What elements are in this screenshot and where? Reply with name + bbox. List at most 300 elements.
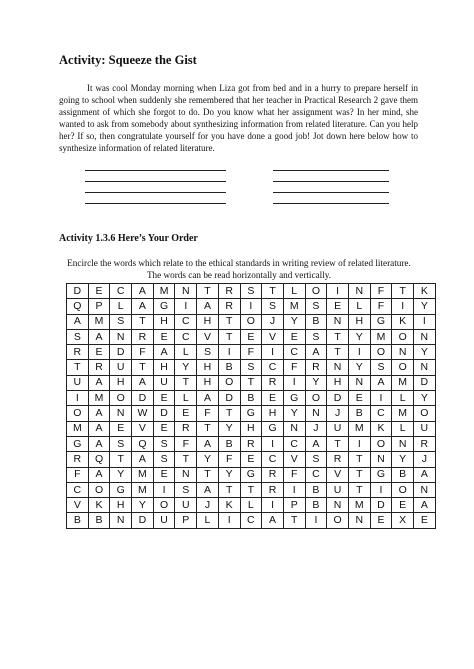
grid-cell[interactable]: G — [153, 299, 175, 314]
grid-cell[interactable]: T — [132, 314, 154, 329]
grid-cell[interactable]: X — [392, 513, 414, 528]
grid-cell[interactable]: O — [240, 314, 262, 329]
grid-cell[interactable]: H — [197, 314, 219, 329]
grid-cell[interactable]: B — [218, 436, 240, 451]
grid-cell[interactable]: V — [283, 452, 305, 467]
grid-row — [67, 345, 436, 360]
grid-cell[interactable]: G — [67, 436, 89, 451]
grid-row — [67, 452, 436, 467]
grid-cell[interactable]: Y — [218, 467, 240, 482]
grid-cell[interactable]: Y — [132, 498, 154, 513]
grid-cell[interactable]: I — [370, 482, 392, 497]
grid-cell[interactable]: T — [218, 482, 240, 497]
grid-cell[interactable]: S — [110, 436, 132, 451]
grid-cell[interactable]: O — [88, 482, 110, 497]
grid-cell[interactable]: C — [262, 360, 284, 375]
grid-cell[interactable]: P — [175, 513, 197, 528]
grid-cell[interactable]: L — [240, 498, 262, 513]
grid-cell[interactable]: O — [370, 436, 392, 451]
grid-cell[interactable]: T — [240, 482, 262, 497]
grid-cell[interactable]: A — [414, 498, 436, 513]
grid-cell[interactable]: C — [110, 284, 132, 299]
grid-cell[interactable]: I — [414, 314, 436, 329]
grid-cell[interactable]: T — [262, 284, 284, 299]
grid-cell[interactable]: Y — [175, 360, 197, 375]
grid-cell[interactable]: M — [392, 375, 414, 390]
grid-cell[interactable]: N — [392, 345, 414, 360]
grid-cell[interactable]: K — [370, 421, 392, 436]
grid-cell[interactable]: O — [110, 391, 132, 406]
grid-cell[interactable]: H — [110, 498, 132, 513]
grid-cell[interactable]: T — [327, 436, 349, 451]
grid-cell[interactable]: T — [197, 421, 219, 436]
grid-cell[interactable]: E — [240, 452, 262, 467]
grid-cell[interactable]: T — [348, 467, 370, 482]
grid-cell[interactable]: O — [392, 482, 414, 497]
grid-cell[interactable]: E — [240, 329, 262, 344]
grid-cell[interactable]: R — [240, 436, 262, 451]
grid-cell[interactable]: F — [283, 467, 305, 482]
grid-cell[interactable]: S — [110, 314, 132, 329]
grid-cell[interactable]: A — [88, 375, 110, 390]
grid-cell[interactable]: E — [153, 467, 175, 482]
grid-cell[interactable]: L — [110, 299, 132, 314]
grid-cell[interactable]: Y — [414, 299, 436, 314]
answer-line[interactable] — [273, 170, 389, 171]
grid-row — [67, 513, 436, 528]
grid-cell[interactable]: P — [88, 299, 110, 314]
grid-cell[interactable]: I — [283, 482, 305, 497]
grid-cell[interactable]: B — [67, 513, 89, 528]
grid-cell[interactable]: N — [283, 421, 305, 436]
grid-cell[interactable]: L — [392, 391, 414, 406]
grid-cell[interactable]: I — [370, 391, 392, 406]
grid-cell[interactable]: G — [262, 421, 284, 436]
grid-cell[interactable]: B — [305, 314, 327, 329]
grid-cell[interactable]: F — [370, 284, 392, 299]
grid-cell[interactable]: Y — [348, 360, 370, 375]
grid-cell[interactable]: H — [262, 406, 284, 421]
grid-cell[interactable]: O — [153, 498, 175, 513]
grid-cell[interactable]: A — [305, 345, 327, 360]
grid-cell[interactable]: Y — [392, 452, 414, 467]
grid-cell[interactable]: L — [392, 421, 414, 436]
grid-cell[interactable]: R — [218, 299, 240, 314]
grid-cell[interactable]: D — [153, 406, 175, 421]
grid-cell[interactable]: U — [110, 360, 132, 375]
grid-cell[interactable]: O — [370, 345, 392, 360]
grid-cell[interactable]: B — [240, 391, 262, 406]
grid-cell[interactable]: A — [414, 467, 436, 482]
grid-cell[interactable]: G — [110, 482, 132, 497]
grid-cell[interactable]: Y — [283, 406, 305, 421]
grid-row — [67, 406, 436, 421]
grid-cell[interactable]: E — [153, 421, 175, 436]
grid-row — [67, 375, 436, 390]
grid-cell[interactable]: T — [218, 406, 240, 421]
grid-cell[interactable]: O — [218, 375, 240, 390]
grid-cell[interactable]: E — [370, 513, 392, 528]
grid-cell[interactable]: N — [175, 467, 197, 482]
grid-cell[interactable]: O — [327, 513, 349, 528]
grid-cell[interactable]: H — [153, 314, 175, 329]
instruction-line-2: The words can be read horizontally and vertically. — [146, 270, 332, 280]
grid-cell[interactable]: E — [262, 391, 284, 406]
grid-cell[interactable]: M — [153, 284, 175, 299]
grid-cell[interactable]: A — [197, 299, 219, 314]
grid-cell[interactable]: G — [370, 314, 392, 329]
grid-cell[interactable]: Y — [197, 452, 219, 467]
answer-line[interactable] — [273, 203, 389, 204]
grid-cell[interactable]: N — [327, 314, 349, 329]
grid-cell[interactable]: U — [327, 421, 349, 436]
grid-cell[interactable]: I — [240, 299, 262, 314]
grid-cell[interactable]: D — [218, 391, 240, 406]
grid-cell[interactable]: K — [414, 284, 436, 299]
grid-cell[interactable]: N — [414, 482, 436, 497]
grid-cell[interactable]: N — [348, 513, 370, 528]
grid-cell[interactable]: I — [175, 299, 197, 314]
grid-cell[interactable]: H — [197, 360, 219, 375]
grid-cell[interactable]: Y — [414, 391, 436, 406]
grid-cell[interactable]: U — [153, 513, 175, 528]
grid-row — [67, 467, 436, 482]
grid-cell[interactable]: B — [305, 482, 327, 497]
grid-cell[interactable]: C — [175, 329, 197, 344]
grid-cell[interactable]: I — [305, 513, 327, 528]
grid-cell[interactable]: A — [132, 375, 154, 390]
grid-cell[interactable]: F — [132, 345, 154, 360]
grid-cell[interactable]: T — [327, 345, 349, 360]
grid-cell[interactable]: T — [67, 360, 89, 375]
grid-cell[interactable]: U — [414, 421, 436, 436]
grid-cell[interactable]: M — [132, 482, 154, 497]
grid-cell[interactable]: G — [370, 467, 392, 482]
grid-cell[interactable]: U — [67, 375, 89, 390]
grid-cell[interactable]: R — [262, 482, 284, 497]
grid-cell[interactable]: E — [348, 391, 370, 406]
grid-cell[interactable]: K — [392, 314, 414, 329]
grid-cell[interactable]: S — [240, 284, 262, 299]
grid-cell[interactable]: S — [262, 299, 284, 314]
grid-cell[interactable]: T — [175, 375, 197, 390]
grid-cell[interactable]: T — [392, 284, 414, 299]
story-paragraph — [59, 82, 418, 155]
grid-cell[interactable]: T — [175, 452, 197, 467]
grid-cell[interactable]: K — [218, 498, 240, 513]
grid-cell[interactable]: Q — [132, 436, 154, 451]
grid-cell[interactable]: B — [88, 513, 110, 528]
grid-cell[interactable]: O — [305, 284, 327, 299]
grid-cell[interactable]: Q — [88, 452, 110, 467]
grid-cell[interactable]: S — [240, 360, 262, 375]
grid-cell[interactable]: D — [327, 391, 349, 406]
grid-cell[interactable]: D — [67, 284, 89, 299]
grid-cell[interactable]: M — [88, 314, 110, 329]
grid-cell[interactable]: W — [132, 406, 154, 421]
grid-cell[interactable]: S — [175, 482, 197, 497]
grid-cell[interactable]: H — [348, 314, 370, 329]
grid-row — [67, 284, 436, 299]
grid-cell[interactable]: T — [197, 284, 219, 299]
grid-cell[interactable]: O — [414, 406, 436, 421]
grid-cell[interactable]: I — [348, 436, 370, 451]
grid-cell[interactable]: H — [153, 360, 175, 375]
grid-cell[interactable]: F — [370, 299, 392, 314]
grid-cell[interactable]: V — [262, 329, 284, 344]
grid-cell[interactable]: T — [348, 452, 370, 467]
grid-cell[interactable]: O — [67, 406, 89, 421]
answer-line[interactable] — [85, 203, 226, 204]
grid-cell[interactable]: V — [327, 467, 349, 482]
grid-cell[interactable]: G — [240, 406, 262, 421]
grid-cell[interactable]: A — [67, 314, 89, 329]
grid-cell[interactable]: G — [240, 467, 262, 482]
grid-cell[interactable]: I — [327, 284, 349, 299]
grid-cell[interactable]: M — [132, 467, 154, 482]
grid-cell[interactable]: I — [218, 513, 240, 528]
word-search-grid — [66, 283, 436, 529]
grid-cell[interactable]: S — [305, 452, 327, 467]
grid-row — [67, 421, 436, 436]
answer-line[interactable] — [273, 181, 389, 182]
grid-cell[interactable]: A — [197, 482, 219, 497]
grid-cell[interactable]: M — [370, 329, 392, 344]
grid-cell[interactable]: U — [327, 482, 349, 497]
grid-cell[interactable]: H — [197, 375, 219, 390]
grid-cell[interactable]: T — [218, 329, 240, 344]
grid-cell[interactable]: B — [305, 498, 327, 513]
story-text: It was cool Monday morning when Liza got from bed and in a hurry to prepare herself in going to school when suddenly she remembered that her teacher in Practical Research 2 gave them assignment of which she forgot to do. Do you know what her assignment was? In her mind, she wanted to ask from somebody about synthesizing information from related literature. Can you help her? If so, then congratulate yourself for you have done a good job! Jot down here below how to synthesize information of related literature. — [59, 83, 418, 154]
grid-cell[interactable]: T — [197, 467, 219, 482]
grid-cell[interactable]: S — [305, 299, 327, 314]
grid-cell[interactable]: G — [283, 391, 305, 406]
grid-cell[interactable]: N — [110, 406, 132, 421]
grid-cell[interactable]: L — [175, 345, 197, 360]
grid-cell[interactable]: A — [305, 436, 327, 451]
grid-cell[interactable]: S — [197, 345, 219, 360]
grid-cell[interactable]: R — [262, 467, 284, 482]
grid-cell[interactable]: C — [283, 436, 305, 451]
grid-cell[interactable]: B — [392, 467, 414, 482]
grid-cell[interactable]: S — [153, 452, 175, 467]
answer-line[interactable] — [85, 170, 226, 171]
grid-cell[interactable]: Q — [67, 299, 89, 314]
grid-cell[interactable]: R — [305, 360, 327, 375]
grid-cell[interactable]: K — [88, 498, 110, 513]
grid-cell[interactable]: D — [414, 375, 436, 390]
grid-cell[interactable]: E — [414, 513, 436, 528]
grid-cell[interactable]: F — [67, 467, 89, 482]
grid-cell[interactable]: Y — [110, 467, 132, 482]
grid-cell[interactable]: N — [110, 329, 132, 344]
grid-cell[interactable]: I — [153, 482, 175, 497]
grid-cell[interactable]: C — [283, 345, 305, 360]
grid-cell[interactable]: Y — [348, 329, 370, 344]
grid-cell[interactable]: E — [327, 299, 349, 314]
grid-cell[interactable]: H — [110, 375, 132, 390]
grid-cell[interactable]: R — [67, 345, 89, 360]
grid-row — [67, 498, 436, 513]
grid-cell[interactable]: V — [67, 498, 89, 513]
grid-cell[interactable]: A — [370, 375, 392, 390]
grid-cell[interactable]: V — [132, 421, 154, 436]
grid-cell[interactable]: C — [67, 482, 89, 497]
grid-cell[interactable]: F — [197, 406, 219, 421]
grid-cell[interactable]: A — [132, 299, 154, 314]
grid-cell[interactable]: N — [175, 284, 197, 299]
grid-cell[interactable]: T — [240, 375, 262, 390]
grid-cell[interactable]: N — [327, 360, 349, 375]
grid-cell[interactable]: R — [262, 375, 284, 390]
grid-cell[interactable]: N — [305, 406, 327, 421]
grid-cell[interactable]: L — [348, 299, 370, 314]
grid-cell[interactable]: J — [197, 498, 219, 513]
grid-cell[interactable]: F — [283, 360, 305, 375]
grid-row — [67, 314, 436, 329]
grid-cell[interactable]: C — [262, 452, 284, 467]
grid-cell[interactable]: E — [175, 406, 197, 421]
grid-cell[interactable]: T — [327, 329, 349, 344]
grid-cell[interactable]: Y — [283, 314, 305, 329]
grid-cell[interactable]: E — [88, 345, 110, 360]
grid-cell[interactable]: L — [283, 284, 305, 299]
grid-cell[interactable]: T — [110, 452, 132, 467]
grid-cell[interactable]: E — [153, 391, 175, 406]
grid-cell[interactable]: A — [153, 345, 175, 360]
grid-cell[interactable]: S — [67, 329, 89, 344]
instructions — [59, 257, 419, 281]
grid-cell[interactable]: D — [370, 498, 392, 513]
grid-cell[interactable]: E — [392, 498, 414, 513]
grid-cell[interactable]: C — [240, 513, 262, 528]
grid-cell[interactable]: I — [67, 391, 89, 406]
grid-cell[interactable]: F — [218, 452, 240, 467]
grid-cell[interactable]: A — [88, 467, 110, 482]
instruction-line-1: Encircle the words which relate to the ethical standards in writing review of related literature. — [67, 258, 411, 268]
grid-cell[interactable]: I — [262, 498, 284, 513]
grid-cell[interactable]: O — [305, 391, 327, 406]
grid-cell[interactable]: R — [132, 329, 154, 344]
grid-cell[interactable]: D — [132, 391, 154, 406]
grid-cell[interactable]: J — [262, 314, 284, 329]
grid-cell[interactable]: S — [305, 329, 327, 344]
grid-cell[interactable]: I — [262, 436, 284, 451]
grid-cell[interactable]: T — [218, 314, 240, 329]
grid-cell[interactable]: F — [175, 436, 197, 451]
grid-cell[interactable]: N — [348, 284, 370, 299]
grid-cell[interactable]: M — [348, 498, 370, 513]
grid-cell[interactable]: U — [153, 375, 175, 390]
grid-cell[interactable]: E — [283, 329, 305, 344]
grid-cell[interactable]: E — [88, 284, 110, 299]
grid-row — [67, 360, 436, 375]
grid-cell[interactable]: I — [262, 345, 284, 360]
grid-cell[interactable]: N — [370, 452, 392, 467]
grid-cell[interactable]: S — [153, 436, 175, 451]
grid-row — [67, 482, 436, 497]
grid-cell[interactable]: N — [414, 360, 436, 375]
grid-cell[interactable]: A — [197, 391, 219, 406]
grid-cell[interactable]: N — [392, 436, 414, 451]
grid-cell[interactable]: M — [283, 299, 305, 314]
grid-cell[interactable]: D — [132, 513, 154, 528]
grid-cell[interactable]: N — [327, 498, 349, 513]
grid-cell[interactable]: M — [88, 391, 110, 406]
grid-cell[interactable]: Y — [218, 421, 240, 436]
grid-cell[interactable]: T — [283, 513, 305, 528]
grid-cell[interactable]: A — [88, 421, 110, 436]
grid-cell[interactable]: H — [327, 375, 349, 390]
grid-cell[interactable]: I — [392, 299, 414, 314]
grid-cell[interactable]: A — [132, 284, 154, 299]
answer-line[interactable] — [85, 192, 226, 193]
grid-cell[interactable]: J — [414, 452, 436, 467]
grid-cell[interactable]: A — [132, 452, 154, 467]
grid-cell[interactable]: I — [348, 345, 370, 360]
grid-cell[interactable]: L — [197, 513, 219, 528]
grid-cell[interactable]: B — [348, 406, 370, 421]
grid-cell[interactable]: M — [67, 421, 89, 436]
grid-cell[interactable]: A — [88, 406, 110, 421]
grid-cell[interactable]: N — [348, 375, 370, 390]
grid-cell[interactable]: C — [370, 406, 392, 421]
grid-cell[interactable]: R — [88, 360, 110, 375]
grid-cell[interactable]: R — [175, 421, 197, 436]
grid-cell[interactable]: R — [414, 436, 436, 451]
grid-cell[interactable]: T — [348, 482, 370, 497]
answer-line[interactable] — [85, 181, 226, 182]
grid-cell[interactable]: O — [392, 360, 414, 375]
grid-cell[interactable]: Y — [305, 375, 327, 390]
grid-cell[interactable]: R — [218, 284, 240, 299]
grid-cell[interactable]: F — [240, 345, 262, 360]
grid-cell[interactable]: N — [414, 329, 436, 344]
grid-cell[interactable]: M — [348, 421, 370, 436]
grid-cell[interactable]: V — [197, 329, 219, 344]
answer-line[interactable] — [273, 192, 389, 193]
grid-cell[interactable]: P — [283, 498, 305, 513]
grid-cell[interactable]: A — [88, 329, 110, 344]
grid-cell[interactable]: D — [110, 345, 132, 360]
grid-cell[interactable]: I — [218, 345, 240, 360]
grid-cell[interactable]: E — [110, 421, 132, 436]
grid-row — [67, 299, 436, 314]
grid-cell[interactable]: H — [240, 421, 262, 436]
grid-cell[interactable]: Y — [414, 345, 436, 360]
grid-cell[interactable]: U — [175, 498, 197, 513]
grid-cell[interactable]: I — [283, 375, 305, 390]
grid-cell[interactable]: N — [110, 513, 132, 528]
grid-cell[interactable]: A — [88, 436, 110, 451]
grid-cell[interactable]: A — [262, 513, 284, 528]
grid-cell[interactable]: T — [132, 360, 154, 375]
grid-cell[interactable]: J — [305, 421, 327, 436]
grid-cell[interactable]: S — [370, 360, 392, 375]
activity-title: Activity: Squeeze the Gist — [59, 53, 197, 67]
grid-cell[interactable]: R — [327, 452, 349, 467]
grid-cell[interactable]: R — [67, 452, 89, 467]
grid-cell[interactable]: O — [392, 329, 414, 344]
grid-cell[interactable]: M — [392, 406, 414, 421]
grid-cell[interactable]: C — [175, 314, 197, 329]
grid-cell[interactable]: J — [327, 406, 349, 421]
grid-cell[interactable]: E — [153, 329, 175, 344]
grid-cell[interactable]: L — [175, 391, 197, 406]
grid-cell[interactable]: C — [305, 467, 327, 482]
grid-cell[interactable]: B — [218, 360, 240, 375]
grid-cell[interactable]: A — [197, 436, 219, 451]
